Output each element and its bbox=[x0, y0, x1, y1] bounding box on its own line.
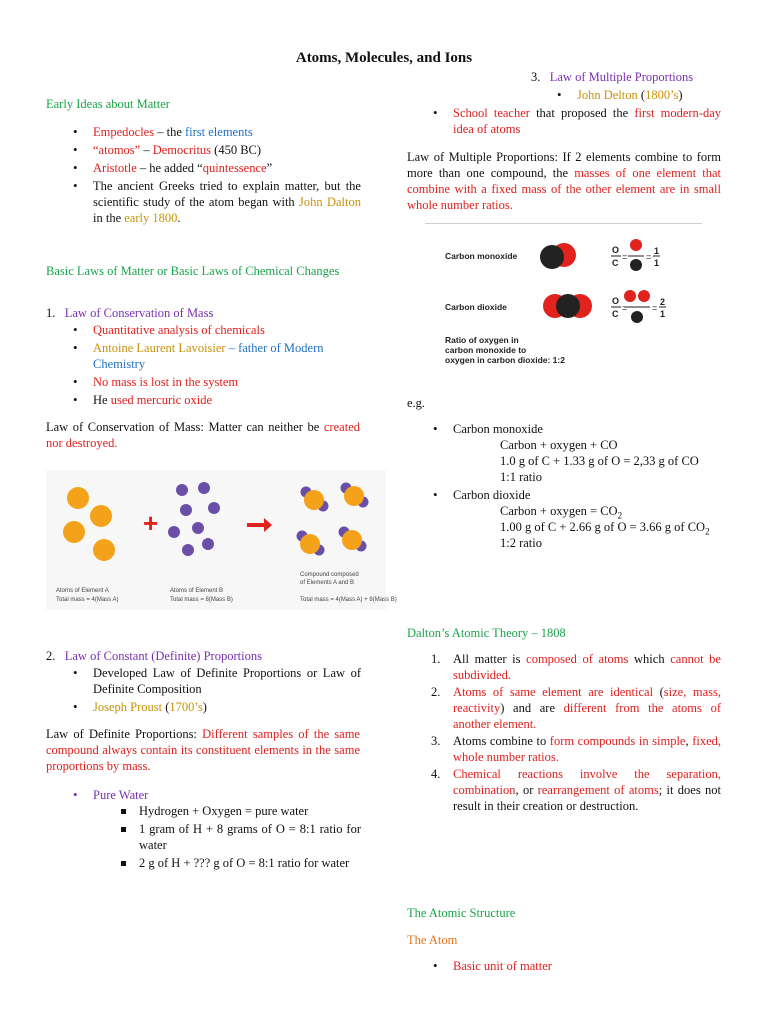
examples-list bbox=[453, 421, 723, 551]
equals-sign: = bbox=[622, 303, 628, 313]
early-ideas-heading: Early Ideas about Matter bbox=[46, 97, 170, 111]
co-ratio-carbon bbox=[630, 259, 642, 271]
list-item: 1 gram of H + 8 grams of O = 8:1 ratio for water bbox=[139, 822, 361, 852]
example-item bbox=[453, 421, 723, 485]
atomic-structure-heading: The Atomic Structure bbox=[407, 906, 516, 920]
example-line: 1.00 g of C + 2.66 g of O = 3.66 g of $CO_2$ bbox=[500, 520, 710, 537]
list-item: 2 g of H + ??? g of O = 8:1 ratio for water bbox=[139, 855, 361, 871]
page-title: Atoms, Molecules, and Ions bbox=[295, 50, 473, 66]
law2-statement: Law of Definite Proportions: Different samples of the same compound always contain its constituent elements in the same proportions by mass. bbox=[46, 727, 360, 773]
mass-element-b: Total mass = 8(Mass B) bbox=[170, 597, 233, 603]
theory-item: 2. Atoms of same element are identical (size, mass, reactivity) and are different from the atoms of another element. bbox=[431, 685, 721, 731]
co2-ratio-c: C bbox=[612, 309, 619, 319]
co2-ratio-oxygen-1 bbox=[624, 290, 636, 302]
dalton-theory-list bbox=[431, 651, 721, 814]
list-item: • Joseph Proust (1700’s) bbox=[93, 699, 361, 715]
label-compound-2: of Elements A and B bbox=[300, 580, 355, 586]
element-b-atom bbox=[208, 502, 220, 514]
list-item: • John Delton (1800’s) bbox=[577, 87, 737, 103]
compound-a-atom bbox=[300, 534, 320, 554]
example-line: Carbon + oxygen + CO bbox=[500, 438, 618, 452]
co2-ratio-oxygen-2 bbox=[638, 290, 650, 302]
list-item: • He used mercuric oxide bbox=[93, 392, 361, 408]
law1-statement: Law of Conservation of Mass: Matter can neither be created nor destroyed. bbox=[46, 420, 360, 450]
co-ratio-top: 1 bbox=[654, 246, 660, 256]
example-line: Carbon + oxygen = $CO_2$ bbox=[500, 504, 623, 521]
list-item: • Quantitative analysis of chemicals bbox=[93, 322, 361, 338]
basic-laws-heading: Basic Laws of Matter or Basic Laws of Chemical Changes bbox=[46, 264, 340, 278]
list-item: • School teacher that proposed the first modern-day idea of atoms bbox=[453, 105, 721, 137]
water-sublist bbox=[139, 803, 361, 871]
law1-heading: 1. Law of Conservation of Mass bbox=[46, 306, 214, 320]
equals-sign: = bbox=[646, 252, 652, 262]
list-item: • No mass is lost in the system bbox=[93, 374, 361, 390]
element-b-atom bbox=[202, 538, 214, 550]
label-compound: Compound composed bbox=[300, 572, 359, 578]
example-line: 1:2 ratio bbox=[500, 536, 543, 550]
compound-a-atom bbox=[344, 486, 364, 506]
ratio-caption-1: Ratio of oxygen in bbox=[445, 335, 519, 345]
co2-ratio-o: O bbox=[612, 296, 620, 306]
co2-ratio-top: 2 bbox=[660, 297, 666, 307]
element-b-atom bbox=[168, 526, 180, 538]
law1-list bbox=[93, 322, 361, 408]
carbon-oxide-figure bbox=[430, 228, 700, 373]
theory-item: 1. All matter is composed of atoms which cannot be subdivided. bbox=[431, 652, 721, 682]
co-ratio-c: C bbox=[612, 258, 619, 268]
atom-heading: The Atom bbox=[407, 933, 458, 947]
compound-a-atom bbox=[304, 490, 324, 510]
co-carbon-atom bbox=[540, 245, 564, 269]
law3-school-list bbox=[453, 105, 721, 137]
conservation-figure bbox=[46, 470, 397, 610]
eg-label: e.g. bbox=[407, 396, 426, 410]
law2-heading: 2. Law of Constant (Definite) Proportions bbox=[46, 649, 262, 663]
example-name: • Carbon monoxide bbox=[453, 422, 543, 436]
element-a-atom bbox=[63, 521, 85, 543]
law3-statement: Law of Multiple Proportions: If 2 elements combine to form more than one compound, the masses of one element that combine with a fixed mass of the other element are in small whole number ratios. bbox=[407, 150, 722, 212]
co2-ratio-bottom: 1 bbox=[660, 309, 666, 319]
equals-sign: = bbox=[622, 252, 628, 262]
equals-sign: = bbox=[652, 303, 658, 313]
list-item: • Empedocles – the first elements bbox=[93, 124, 361, 140]
label-element-a: Atoms of Element A bbox=[56, 588, 109, 594]
law3-heading: 3. Law of Multiple Proportions bbox=[531, 70, 694, 84]
example-name: • Carbon dioxide bbox=[453, 488, 531, 502]
theory-item: 4. Chemical reactions involve the separation, combination, or rearrangement of atoms; it does not result in their creation or destruction. bbox=[431, 767, 721, 813]
example-item bbox=[453, 487, 723, 551]
element-b-atom bbox=[198, 482, 210, 494]
element-b-atom bbox=[182, 544, 194, 556]
label-element-b: Atoms of Element B bbox=[170, 588, 224, 594]
plus-sign: + bbox=[143, 508, 159, 538]
co-ratio-bottom: 1 bbox=[654, 258, 660, 268]
co-ratio-o: O bbox=[612, 245, 620, 255]
element-a-atom bbox=[90, 505, 112, 527]
carbon-oxide-diagram bbox=[430, 228, 700, 373]
carbon-monoxide-label: Carbon monoxide bbox=[445, 251, 518, 261]
element-b-atom bbox=[180, 504, 192, 516]
law2-list bbox=[93, 665, 361, 715]
element-a-atom bbox=[67, 487, 89, 509]
list-item: • Antoine Laurent Lavoisier – father of Modern Chemistry bbox=[93, 340, 361, 372]
list-item: • Aristotle – he added “quintessence” bbox=[93, 160, 361, 176]
early-ideas-list bbox=[93, 124, 361, 226]
list-item: Hydrogen + Oxygen = pure water bbox=[139, 803, 361, 819]
arrow-icon bbox=[247, 518, 272, 532]
carbon-dioxide-label: Carbon dioxide bbox=[445, 302, 507, 312]
element-b-atom bbox=[192, 522, 204, 534]
element-b-atom bbox=[176, 484, 188, 496]
figure-divider bbox=[425, 223, 702, 224]
law3-dalton-list bbox=[577, 87, 737, 103]
co2-ratio-carbon bbox=[631, 311, 643, 323]
example-line: 1:1 ratio bbox=[500, 470, 543, 484]
element-a-atom bbox=[93, 539, 115, 561]
theory-item: 3. Atoms combine to form compounds in simple, fixed, whole number ratios. bbox=[431, 734, 721, 764]
example-line: 1.0 g of C + 1.33 g of O = 2,33 g of CO bbox=[500, 454, 699, 468]
atom-list bbox=[453, 958, 721, 974]
conservation-diagram bbox=[46, 470, 397, 610]
list-item: • Developed Law of Definite Proportions or Law of Definite Composition bbox=[93, 665, 361, 697]
list-item: • The ancient Greeks tried to explain matter, but the scientific study of the atom began with John Dalton in the early 1800. bbox=[93, 178, 361, 226]
ratio-caption-3: oxygen in carbon dioxide: 1:2 bbox=[445, 355, 565, 365]
compound-a-atom bbox=[342, 530, 362, 550]
pure-water-list bbox=[93, 787, 361, 803]
mass-compound: Total mass = 4(Mass A) + 8(Mass B) bbox=[300, 597, 397, 603]
ratio-caption-2: carbon monoxide to bbox=[445, 345, 527, 355]
pure-water-item: • Pure Water bbox=[93, 787, 361, 803]
list-item: • “atomos” – Democritus (450 BC) bbox=[93, 142, 361, 158]
list-item: • Basic unit of matter bbox=[453, 958, 721, 974]
mass-element-a: Total mass = 4(Mass A) bbox=[56, 597, 119, 603]
dalton-theory-heading: Dalton’s Atomic Theory – 1808 bbox=[407, 626, 566, 640]
co2-carbon-atom bbox=[556, 294, 580, 318]
co-ratio-oxygen bbox=[630, 239, 642, 251]
